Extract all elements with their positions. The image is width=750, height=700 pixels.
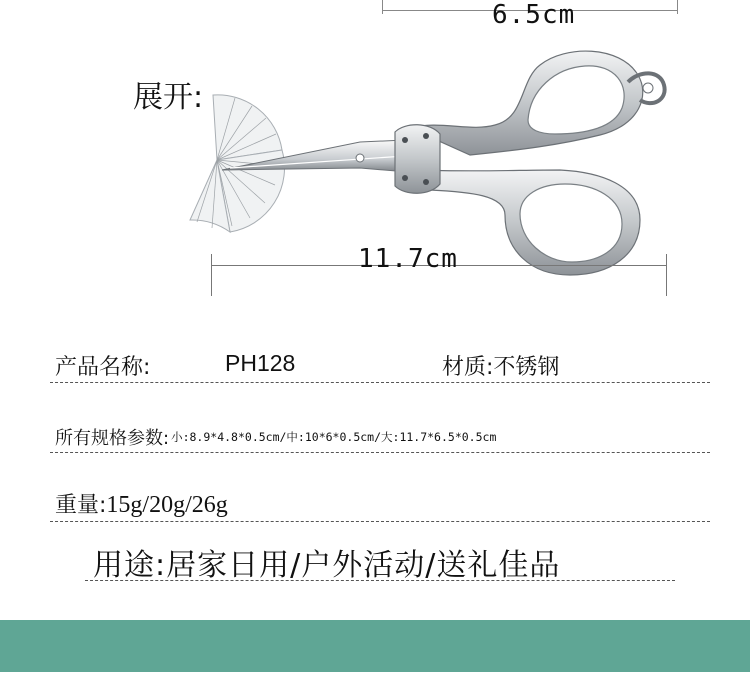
- usage-row: [93, 540, 560, 584]
- weight-label: 重量:: [55, 493, 107, 518]
- unfold-label: 展开:: [133, 80, 204, 115]
- weight-row: [55, 488, 228, 519]
- length-dimension-tick-right: [666, 254, 667, 296]
- next-section-edge: [0, 672, 750, 700]
- usage-label: 用途:居家日用/户外活动/送礼佳品: [93, 548, 561, 583]
- weight-value: 15g/20g/26g: [106, 492, 228, 518]
- accent-band: [0, 620, 750, 672]
- product-name-label: 产品名称:: [55, 355, 151, 380]
- divider: [85, 580, 675, 581]
- size-spec-label: 所有规格参数:: [55, 428, 170, 449]
- divider: [50, 521, 710, 522]
- material-label: 材质:不锈钢: [442, 355, 560, 380]
- size-spec-value: 小:8.9*4.8*0.5cm/中:10*6*0.5cm/大:11.7*6.5*0.5cm: [171, 430, 497, 444]
- product-name-value: PH128: [225, 350, 296, 376]
- length-dimension-label: 11.7cm: [358, 244, 458, 274]
- size-spec-row: [55, 424, 496, 450]
- divider: [50, 452, 710, 453]
- divider: [50, 382, 710, 383]
- length-dimension-tick-left: [211, 254, 212, 296]
- width-dimension-label: 6.5cm: [492, 0, 576, 30]
